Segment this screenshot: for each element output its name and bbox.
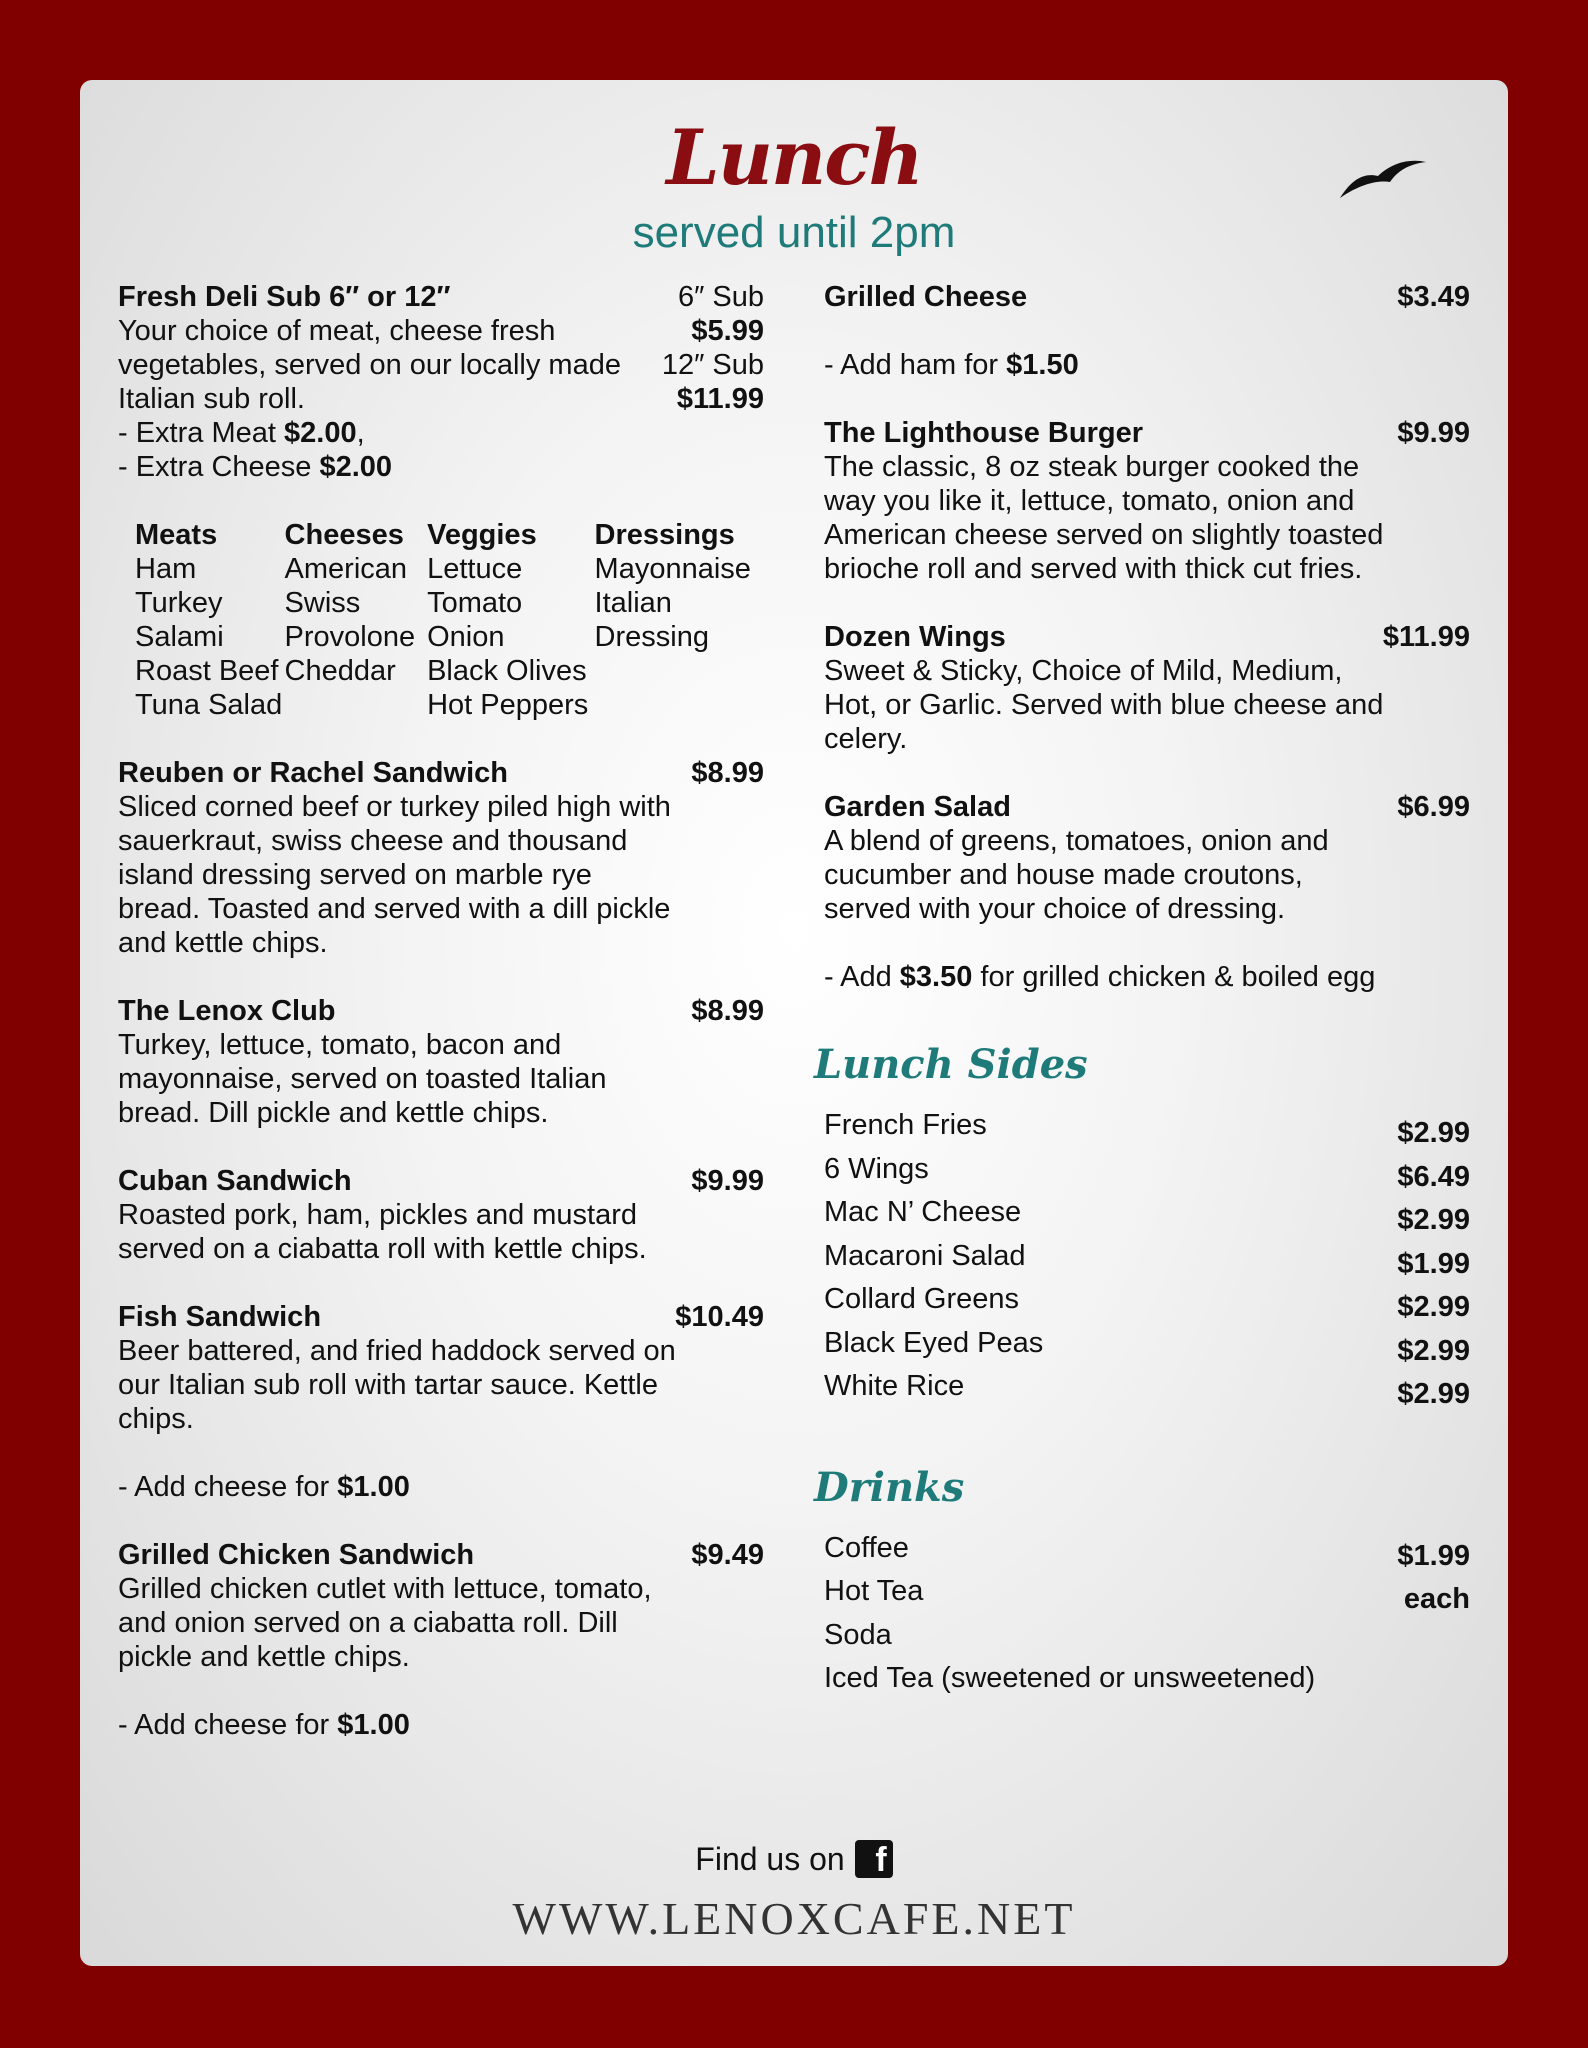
column-header: Meats bbox=[135, 519, 218, 551]
item-description: Roasted pork, ham, pickles and mustard served on a ciabatta roll with kettle chips. bbox=[118, 1199, 647, 1265]
item-name: The Lenox Club bbox=[118, 995, 336, 1027]
extra-meat bbox=[118, 416, 764, 450]
extra-price: $2.00 bbox=[319, 451, 393, 483]
list-item: Dressing bbox=[594, 621, 709, 653]
item-description: Your choice of meat, cheese fresh vegetables, served on our locally made Italian sub roll. bbox=[118, 315, 621, 415]
find-us-on-facebook[interactable] bbox=[695, 1840, 892, 1878]
item-description: Sliced corned beef or turkey piled high with sauerkraut, swiss cheese and thousand island dressing served on marble rye bread. Toasted and served with a dill pickle and kettle chips. bbox=[118, 791, 671, 959]
item-description: Beer battered, and fried haddock served on our Italian sub roll with tartar sauce. Kettle chips. bbox=[118, 1335, 676, 1435]
menu-item-garden-salad bbox=[824, 790, 1470, 994]
addon-label: - Add cheese for bbox=[118, 1471, 338, 1503]
menu-item-cuban bbox=[118, 1164, 764, 1266]
extra-price: $2.00 bbox=[284, 417, 357, 449]
menu-item-grilled-chicken bbox=[118, 1538, 764, 1742]
item-price: $9.49 bbox=[691, 1539, 764, 1571]
addon-label: - Add ham for bbox=[824, 349, 1007, 381]
item-name: The Lighthouse Burger bbox=[824, 417, 1143, 449]
extra-label: - Extra Meat bbox=[118, 417, 284, 449]
addon-price: $1.50 bbox=[1006, 349, 1079, 381]
list-item: Soda bbox=[824, 1618, 892, 1651]
item-addon bbox=[824, 348, 1470, 382]
addon-label: - Add cheese for bbox=[118, 1709, 338, 1741]
item-description: Turkey, lettuce, tomato, bacon and mayonnaise, served on toasted Italian bread. Dill pickle and kettle chips. bbox=[118, 1029, 607, 1129]
item-price: $9.99 bbox=[1397, 417, 1470, 449]
item-price: $1.99 bbox=[1397, 1539, 1470, 1572]
list-item: Salami bbox=[135, 621, 224, 653]
drinks-list bbox=[824, 1527, 1470, 1701]
seagull-icon bbox=[1338, 154, 1428, 204]
list-item: Tuna Salad bbox=[135, 689, 283, 721]
menu-header bbox=[80, 110, 1508, 260]
item-addon bbox=[118, 1470, 764, 1504]
addon-price: $1.00 bbox=[337, 1709, 410, 1741]
list-item: Mac N’ Cheese bbox=[824, 1196, 1022, 1228]
column-header: Dressings bbox=[594, 519, 735, 551]
item-price: $9.99 bbox=[691, 1165, 764, 1197]
page-title: Lunch bbox=[666, 113, 922, 202]
website-link[interactable]: WWW.LENOXCAFE.NET bbox=[512, 1893, 1076, 1944]
sub-options-grid bbox=[118, 518, 764, 722]
left-column bbox=[118, 280, 764, 1776]
item-name: Dozen Wings bbox=[824, 621, 1006, 653]
item-description: The classic, 8 oz steak burger cooked the way you like it, lettuce, tomato, onion and American cheese served on slightly toasted brioche roll and served with thick cut fries. bbox=[824, 451, 1384, 585]
list-item: Hot Tea bbox=[824, 1575, 924, 1607]
addon-label: - Add bbox=[824, 961, 900, 993]
list-item: Mayonnaise bbox=[594, 553, 751, 585]
item-price: $5.99 bbox=[691, 315, 764, 347]
item-addon bbox=[118, 1708, 764, 1742]
item-price: $2.99 bbox=[1397, 1204, 1470, 1236]
item-price: $2.99 bbox=[1397, 1291, 1470, 1323]
menu-item-dozen-wings bbox=[824, 620, 1470, 756]
meats-column bbox=[135, 518, 285, 722]
list-item: French Fries bbox=[824, 1109, 987, 1141]
extra-cheese bbox=[118, 450, 764, 484]
item-description: A blend of greens, tomatoes, onion and cucumber and house made croutons, served with your choice of dressing. bbox=[824, 825, 1329, 925]
list-item: Ham bbox=[135, 553, 197, 585]
item-price: $1.99 bbox=[1397, 1247, 1470, 1280]
column-header: Veggies bbox=[427, 519, 537, 551]
menu-item-grilled-cheese bbox=[824, 280, 1470, 382]
size-label: 6″ Sub bbox=[677, 281, 764, 313]
item-price: $11.99 bbox=[676, 383, 764, 415]
list-item: Iced Tea (sweetened or unsweetened) bbox=[824, 1662, 1316, 1694]
item-price: $2.99 bbox=[1397, 1378, 1470, 1410]
right-column bbox=[814, 280, 1470, 1701]
addon-price: $3.50 bbox=[899, 961, 973, 993]
lunch-sides-list bbox=[824, 1104, 1470, 1417]
list-item: Black Olives bbox=[427, 655, 587, 687]
list-item: Black Eyed Peas bbox=[824, 1326, 1044, 1359]
item-price: $6.49 bbox=[1397, 1160, 1470, 1193]
find-us-label: Find us on bbox=[695, 1840, 845, 1877]
item-price: $2.99 bbox=[1397, 1117, 1470, 1149]
size-label: 12″ Sub bbox=[661, 349, 764, 381]
item-addon bbox=[824, 960, 1470, 994]
item-name: Grilled Chicken Sandwich bbox=[118, 1539, 475, 1571]
item-price: $6.99 bbox=[1397, 791, 1470, 823]
list-item: Italian bbox=[594, 587, 672, 619]
menu-card bbox=[80, 80, 1508, 1966]
item-price: $8.99 bbox=[691, 995, 764, 1027]
page-subtitle: served until 2pm bbox=[632, 208, 956, 257]
list-item: Collard Greens bbox=[824, 1283, 1020, 1315]
list-item: Onion bbox=[427, 621, 505, 653]
item-description: Grilled chicken cutlet with lettuce, tomato, and onion served on a ciabatta roll. Dill pickle and kettle chips. bbox=[118, 1573, 652, 1673]
item-price: $8.99 bbox=[691, 757, 764, 789]
extra-label: - Extra Cheese bbox=[118, 451, 320, 483]
list-item: White Rice bbox=[824, 1370, 965, 1402]
item-price: $10.49 bbox=[675, 1301, 764, 1333]
list-item: Cheddar bbox=[284, 655, 396, 687]
item-name: Cuban Sandwich bbox=[118, 1165, 352, 1197]
sub-extras bbox=[118, 416, 764, 484]
list-item: Turkey bbox=[135, 587, 223, 619]
price-note: each bbox=[1403, 1583, 1470, 1615]
list-item: Macaroni Salad bbox=[824, 1239, 1026, 1272]
menu-item-deli-sub bbox=[118, 280, 764, 416]
list-item: Lettuce bbox=[427, 553, 523, 585]
list-item: Hot Peppers bbox=[427, 689, 589, 721]
item-description: Sweet & Sticky, Choice of Mild, Medium, Hot, or Garlic. Served with blue cheese and celery. bbox=[824, 655, 1384, 755]
drinks-title: Drinks bbox=[814, 1463, 965, 1511]
facebook-icon[interactable]: f bbox=[855, 1840, 893, 1878]
menu-item-reuben bbox=[118, 756, 764, 960]
item-name: Garden Salad bbox=[824, 791, 1011, 823]
footer bbox=[80, 1840, 1508, 1945]
item-name: Reuben or Rachel Sandwich bbox=[118, 757, 508, 789]
list-item: Tomato bbox=[427, 587, 523, 619]
item-price: $11.99 bbox=[1382, 621, 1470, 653]
menu-item-lenox-club bbox=[118, 994, 764, 1130]
veggies-column bbox=[427, 518, 594, 722]
item-name: Fresh Deli Sub 6″ or 12′′ bbox=[118, 281, 451, 313]
menu-item-fish bbox=[118, 1300, 764, 1504]
item-price: $2.99 bbox=[1397, 1334, 1470, 1367]
dressings-column bbox=[595, 518, 764, 722]
extra-suffix: , bbox=[356, 417, 365, 449]
list-item: Swiss bbox=[284, 587, 361, 619]
cheeses-column bbox=[285, 518, 428, 722]
item-name: Fish Sandwich bbox=[118, 1301, 322, 1333]
item-name: Grilled Cheese bbox=[824, 281, 1028, 313]
column-header: Cheeses bbox=[284, 519, 404, 551]
list-item: American bbox=[284, 553, 408, 585]
item-price: $3.49 bbox=[1397, 281, 1470, 313]
addon-price: $1.00 bbox=[337, 1471, 410, 1503]
list-item: Coffee bbox=[824, 1531, 909, 1564]
list-item: Roast Beef bbox=[135, 655, 279, 687]
lunch-sides-title: Lunch Sides bbox=[814, 1041, 1088, 1088]
list-item: Provolone bbox=[284, 621, 416, 653]
list-item: 6 Wings bbox=[824, 1152, 929, 1185]
addon-suffix: for grilled chicken & boiled egg bbox=[972, 961, 1376, 993]
menu-item-lighthouse-burger bbox=[824, 416, 1470, 586]
